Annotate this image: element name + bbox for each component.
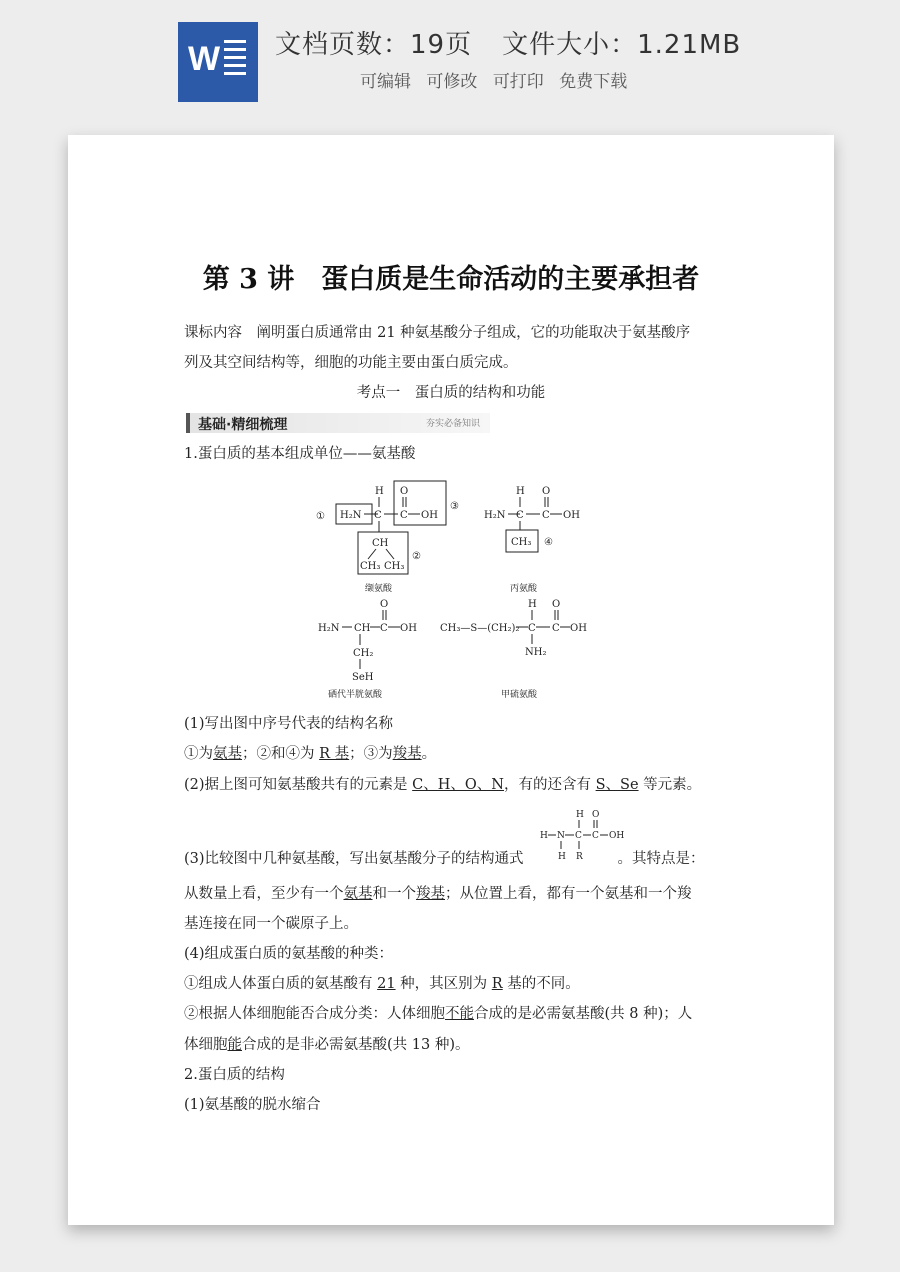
- answer-r-group: R 基: [319, 746, 350, 762]
- feature-free-download: 免费下载: [559, 72, 628, 92]
- svg-text:OH: OH: [609, 831, 625, 841]
- question-4: (4)组成蛋白质的氨基酸的种类：: [184, 946, 394, 962]
- svg-text:O: O: [400, 486, 409, 497]
- question-4-text: 体细胞: [184, 1037, 228, 1053]
- answer-1-text: ；②和④为: [242, 746, 320, 762]
- svg-text:②: ②: [412, 551, 421, 562]
- svg-text:CH₂: CH₂: [353, 648, 374, 659]
- svg-text:O: O: [542, 486, 551, 497]
- label-selenocysteine: 硒代半胱氨酸: [328, 690, 383, 700]
- file-info: [275, 24, 741, 61]
- question-4-a: [184, 974, 580, 994]
- section-label: 基础·精细梳理: [198, 417, 288, 433]
- svg-text:O: O: [552, 599, 561, 610]
- svg-text:③: ③: [450, 501, 459, 512]
- question-4-b: [184, 1004, 692, 1024]
- question-4-text: 合成的是非必需氨基酸(共 13 种)。: [242, 1037, 470, 1053]
- question-3-text: ；从位置上看，都有一个氨基和一个羧: [445, 886, 692, 902]
- svg-text:C: C: [400, 510, 408, 521]
- svg-text:H₂N: H₂N: [484, 510, 506, 521]
- svg-text:SeH: SeH: [352, 672, 374, 683]
- feature-editable: 可编辑: [360, 72, 411, 92]
- answer-amino-acid-count: 21: [377, 976, 396, 992]
- question-3-line-2: [184, 884, 692, 904]
- answer-1: [184, 744, 436, 764]
- svg-text:H₂N: H₂N: [340, 510, 362, 521]
- heading-protein-structure: 2.蛋白质的结构: [184, 1067, 285, 1083]
- svg-text:OH: OH: [400, 623, 417, 634]
- svg-text:C: C: [542, 510, 550, 521]
- question-4-text: ②根据人体细胞能否合成分类：人体细胞: [184, 1006, 445, 1022]
- page-title: 第 3 讲 蛋白质是生命活动的主要承担者: [202, 264, 700, 295]
- question-3-text: (3)比较图中几种氨基酸，写出氨基酸分子的结构通式: [184, 851, 524, 867]
- svg-text:R: R: [576, 852, 583, 862]
- answer-common-elements: C、H、O、N: [412, 777, 504, 793]
- svg-text:CH₃: CH₃: [360, 561, 381, 572]
- question-1: (1)写出图中序号代表的结构名称: [184, 716, 394, 732]
- svg-text:H: H: [528, 599, 537, 610]
- question-2-text: ，有的还含有: [503, 777, 596, 793]
- feature-printable: 可打印: [492, 72, 544, 92]
- svg-text:NH₂: NH₂: [525, 647, 547, 658]
- question-3-line-3: 基连接在同一个碳原子上。: [184, 916, 358, 932]
- svg-text:OH: OH: [563, 510, 580, 521]
- svg-text:OH: OH: [570, 623, 587, 634]
- svg-text:H: H: [375, 486, 384, 497]
- question-3-text: 从数量上看，至少有一个: [184, 886, 344, 902]
- question-2: [184, 775, 701, 795]
- svg-text:C: C: [374, 510, 382, 521]
- svg-text:C: C: [380, 623, 388, 634]
- question-4-text: ①组成人体蛋白质的氨基酸有: [184, 976, 378, 992]
- curriculum-line-2: 列及其空间结构等，细胞的功能主要由蛋白质完成。: [184, 355, 518, 371]
- svg-text:O: O: [380, 599, 389, 610]
- svg-text:①: ①: [316, 511, 325, 522]
- answer-can: 能: [227, 1037, 242, 1053]
- answer-carboxyl-group: 羧基: [416, 886, 445, 902]
- question-3-text: 。其特点是：: [617, 851, 705, 867]
- answer-1-text: ①为: [184, 746, 213, 762]
- label-alanine: 丙氨酸: [510, 584, 538, 594]
- svg-text:H₂N: H₂N: [318, 623, 340, 634]
- curriculum-line-1: 课标内容 阐明蛋白质通常由 21 种氨基酸分子组成，它的功能取决于氨基酸序: [184, 325, 691, 341]
- subheading-dehydration-condensation: (1)氨基酸的脱水缩合: [184, 1097, 321, 1113]
- svg-text:C: C: [575, 831, 582, 841]
- svg-text:CH₃: CH₃: [384, 561, 405, 572]
- answer-1-text: 。: [421, 746, 437, 762]
- svg-text:CH: CH: [372, 538, 389, 549]
- section-tag: 夯实必备知识: [425, 419, 480, 429]
- svg-text:O: O: [592, 810, 600, 820]
- answer-cannot: 不能: [445, 1006, 474, 1022]
- topic-heading: 考点一 蛋白质的结构和功能: [356, 385, 546, 401]
- page-count: 文档页数：19页: [275, 30, 473, 60]
- svg-text:CH₃: CH₃: [511, 537, 532, 548]
- answer-amino-group: 氨基: [213, 746, 242, 762]
- question-4-text: 种，其区别为: [395, 976, 492, 992]
- svg-text:H: H: [558, 852, 566, 862]
- answer-amino-group: 氨基: [343, 886, 373, 902]
- svg-text:C: C: [552, 623, 560, 634]
- word-document-icon: W: [178, 22, 258, 102]
- svg-text:C: C: [516, 510, 524, 521]
- download-banner: [0, 0, 900, 118]
- file-size: 文件大小：1.21MB: [502, 30, 742, 60]
- svg-text:H: H: [540, 831, 548, 841]
- svg-text:N: N: [557, 831, 565, 841]
- section-banner: [186, 413, 490, 433]
- feature-modifiable: 可修改: [426, 72, 478, 92]
- amino-acid-structures-diagram: [308, 475, 608, 707]
- heading-amino-acid: 1.蛋白质的基本组成单位——氨基酸: [184, 446, 416, 462]
- question-3: [184, 849, 705, 869]
- svg-text:OH: OH: [421, 510, 438, 521]
- label-methionine: 甲硫氨酸: [501, 690, 538, 700]
- question-4-text: 合成的是必需氨基酸(共 8 种)；人: [474, 1006, 693, 1022]
- svg-text:CH₃—S—(CH₂)₂: CH₃—S—(CH₂)₂: [440, 623, 520, 634]
- question-4-c: [184, 1035, 469, 1055]
- label-valine: 缬氨酸: [365, 584, 393, 594]
- svg-text:CH: CH: [354, 623, 371, 634]
- feature-list: [360, 67, 637, 92]
- svg-text:C: C: [592, 831, 599, 841]
- question-2-text: 等元素。: [638, 777, 702, 793]
- document-page: [68, 135, 834, 1225]
- svg-text:H: H: [576, 810, 584, 820]
- svg-text:C: C: [528, 623, 536, 634]
- answer-1-text: ；③为: [349, 746, 393, 762]
- question-2-text: (2)据上图可知氨基酸共有的元素是: [184, 777, 413, 793]
- answer-r-group: R: [491, 976, 503, 992]
- answer-carboxyl-group: 羧基: [392, 746, 422, 762]
- svg-text:H: H: [516, 486, 525, 497]
- answer-extra-elements: S、Se: [595, 777, 639, 793]
- question-3-text: 和一个: [372, 886, 416, 902]
- svg-text:④: ④: [544, 537, 553, 548]
- question-4-text: 基的不同。: [502, 976, 580, 992]
